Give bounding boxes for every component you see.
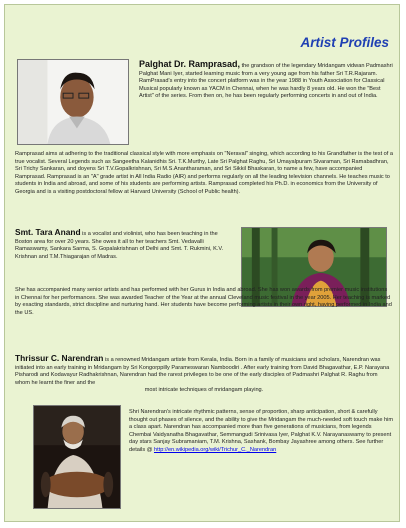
tara-intro-text: is a vocalist and violinist, who has been teaching in the Boston area for over 20 years. She owes it all to her teachers Smt. Vedavalli Ramaswamy, Sankara Sarma, S. Gopalakrishnan of Delhi and Smt. T. Rukmini, K.V. Krishnan and T.M.Thiagarajan of Madras.	[15, 231, 224, 260]
narendran-intro-text: is a renowned Mridangam artiste from Kerala, India. Born in a family of musicians and scholars, Narendran was initiated into an early training in Mridangam by Sri Kongorppilly Parameswaran Namboodiri . After early training from David Bhagavathar, E.P. Narayana Pisharodi and Kodavayur Radhakrishnan, Narendran had the rarest privileges to be one of the early disciples of Padmashri Palghat R. Raghu from whom he learnt the finer and the	[15, 357, 390, 386]
narendran-details-text: Shri Narendran's intricate rhythmic patterns, sense of proportion, sharp anticipation, short & carefully thought out phases of silence, and the ability to give the Mridangam the much-needed soft touch make him a class apart. Narendran has accompanied more than five generations of musicians, from legends Chembai Vaidyanatha Bhagavathar, Semmangudi Srinivasa Iyer, Palghat K.V. Narayanaswamy to present day stars Sanjay Subramaniam, T.M. Krishna, Sashank, Bombay Jayashree among others.	[129, 409, 393, 446]
narendran-photo	[33, 405, 121, 509]
narendran-name: Thrissur C. Narendran	[15, 353, 104, 363]
page-title: Artist Profiles	[300, 35, 389, 50]
narendran-intro-last: most intricate techniques of mridangam playing.	[144, 387, 264, 394]
ramprasad-photo	[17, 59, 129, 145]
narendran-details	[129, 409, 393, 455]
tara-intro	[15, 229, 235, 261]
ramprasad-details: Ramprasad aims at adhering to the traditional classical style with more emphasis on "Neraval" singing, which according to his Grandfather is the test of a true vocalist. Several Legends such as Sangeetha Kalanidhis Sri. T.K.Murthy, Late Sri Palghat Raghu, Sri Umayalpuram Sivaraman, Sri Ramabadhran, Sri Trichy Sankaran, and doyens Sri T.V.Gopalkrishnan, Sri M.S.Anantharaman, and Sri Sikkil Bhaskaran, to name a few, have accompanied Ramprasad. Ramprasad is an "A" grade artist in All India Radio (AIR) and performs regularly on all the leading television channels. He teaches music to students in India and abroad, and some of his students are performing artists. Ramprasad completed his Ph.D. in economics from the University of Georgia and is a visiting postdoctoral fellow at Harvard University (School of Public health).	[15, 151, 394, 195]
further-details-label: See further details @	[129, 439, 384, 453]
ramprasad-name: Palghat Dr. Ramprasad,	[139, 59, 241, 69]
ramprasad-intro-text: the grandson of the legendary Mridangam vidwan Padmashri Palghat Mani Iyer, started learning music from a very young age from his father Sri T.R.Rajaram. RamPrasad's entry into the concert platform was in the year 1988 in Youth Association for Classical Musical popularly known as YACM in Chennai, when he was hardly 8 years old. He won the "Best Artist" of the series. From then on, he has been regularly performing concerts in and out of India.	[139, 63, 393, 100]
narendran-intro	[15, 355, 393, 395]
wikipedia-link[interactable]: http://en.wikipedia.org/wiki/Trichur_C._Narendran	[153, 446, 277, 453]
tara-name: Smt. Tara Anand	[15, 227, 81, 237]
ramprasad-intro	[139, 61, 393, 101]
profile-page	[4, 4, 400, 522]
tara-details: She has accompanied many senior artists and has performed with her Gurus in India and abroad. She has won awards from premier music institutions in Chennai for her performances. She was awarded Teacher of the Year at the annual Cleveland music festival in the year 2005. Her teaching is marked by exacting standards, strict discipline and nurturing hand. Her students have become performing artists in their own right, having performed in India and the US.	[15, 287, 392, 316]
